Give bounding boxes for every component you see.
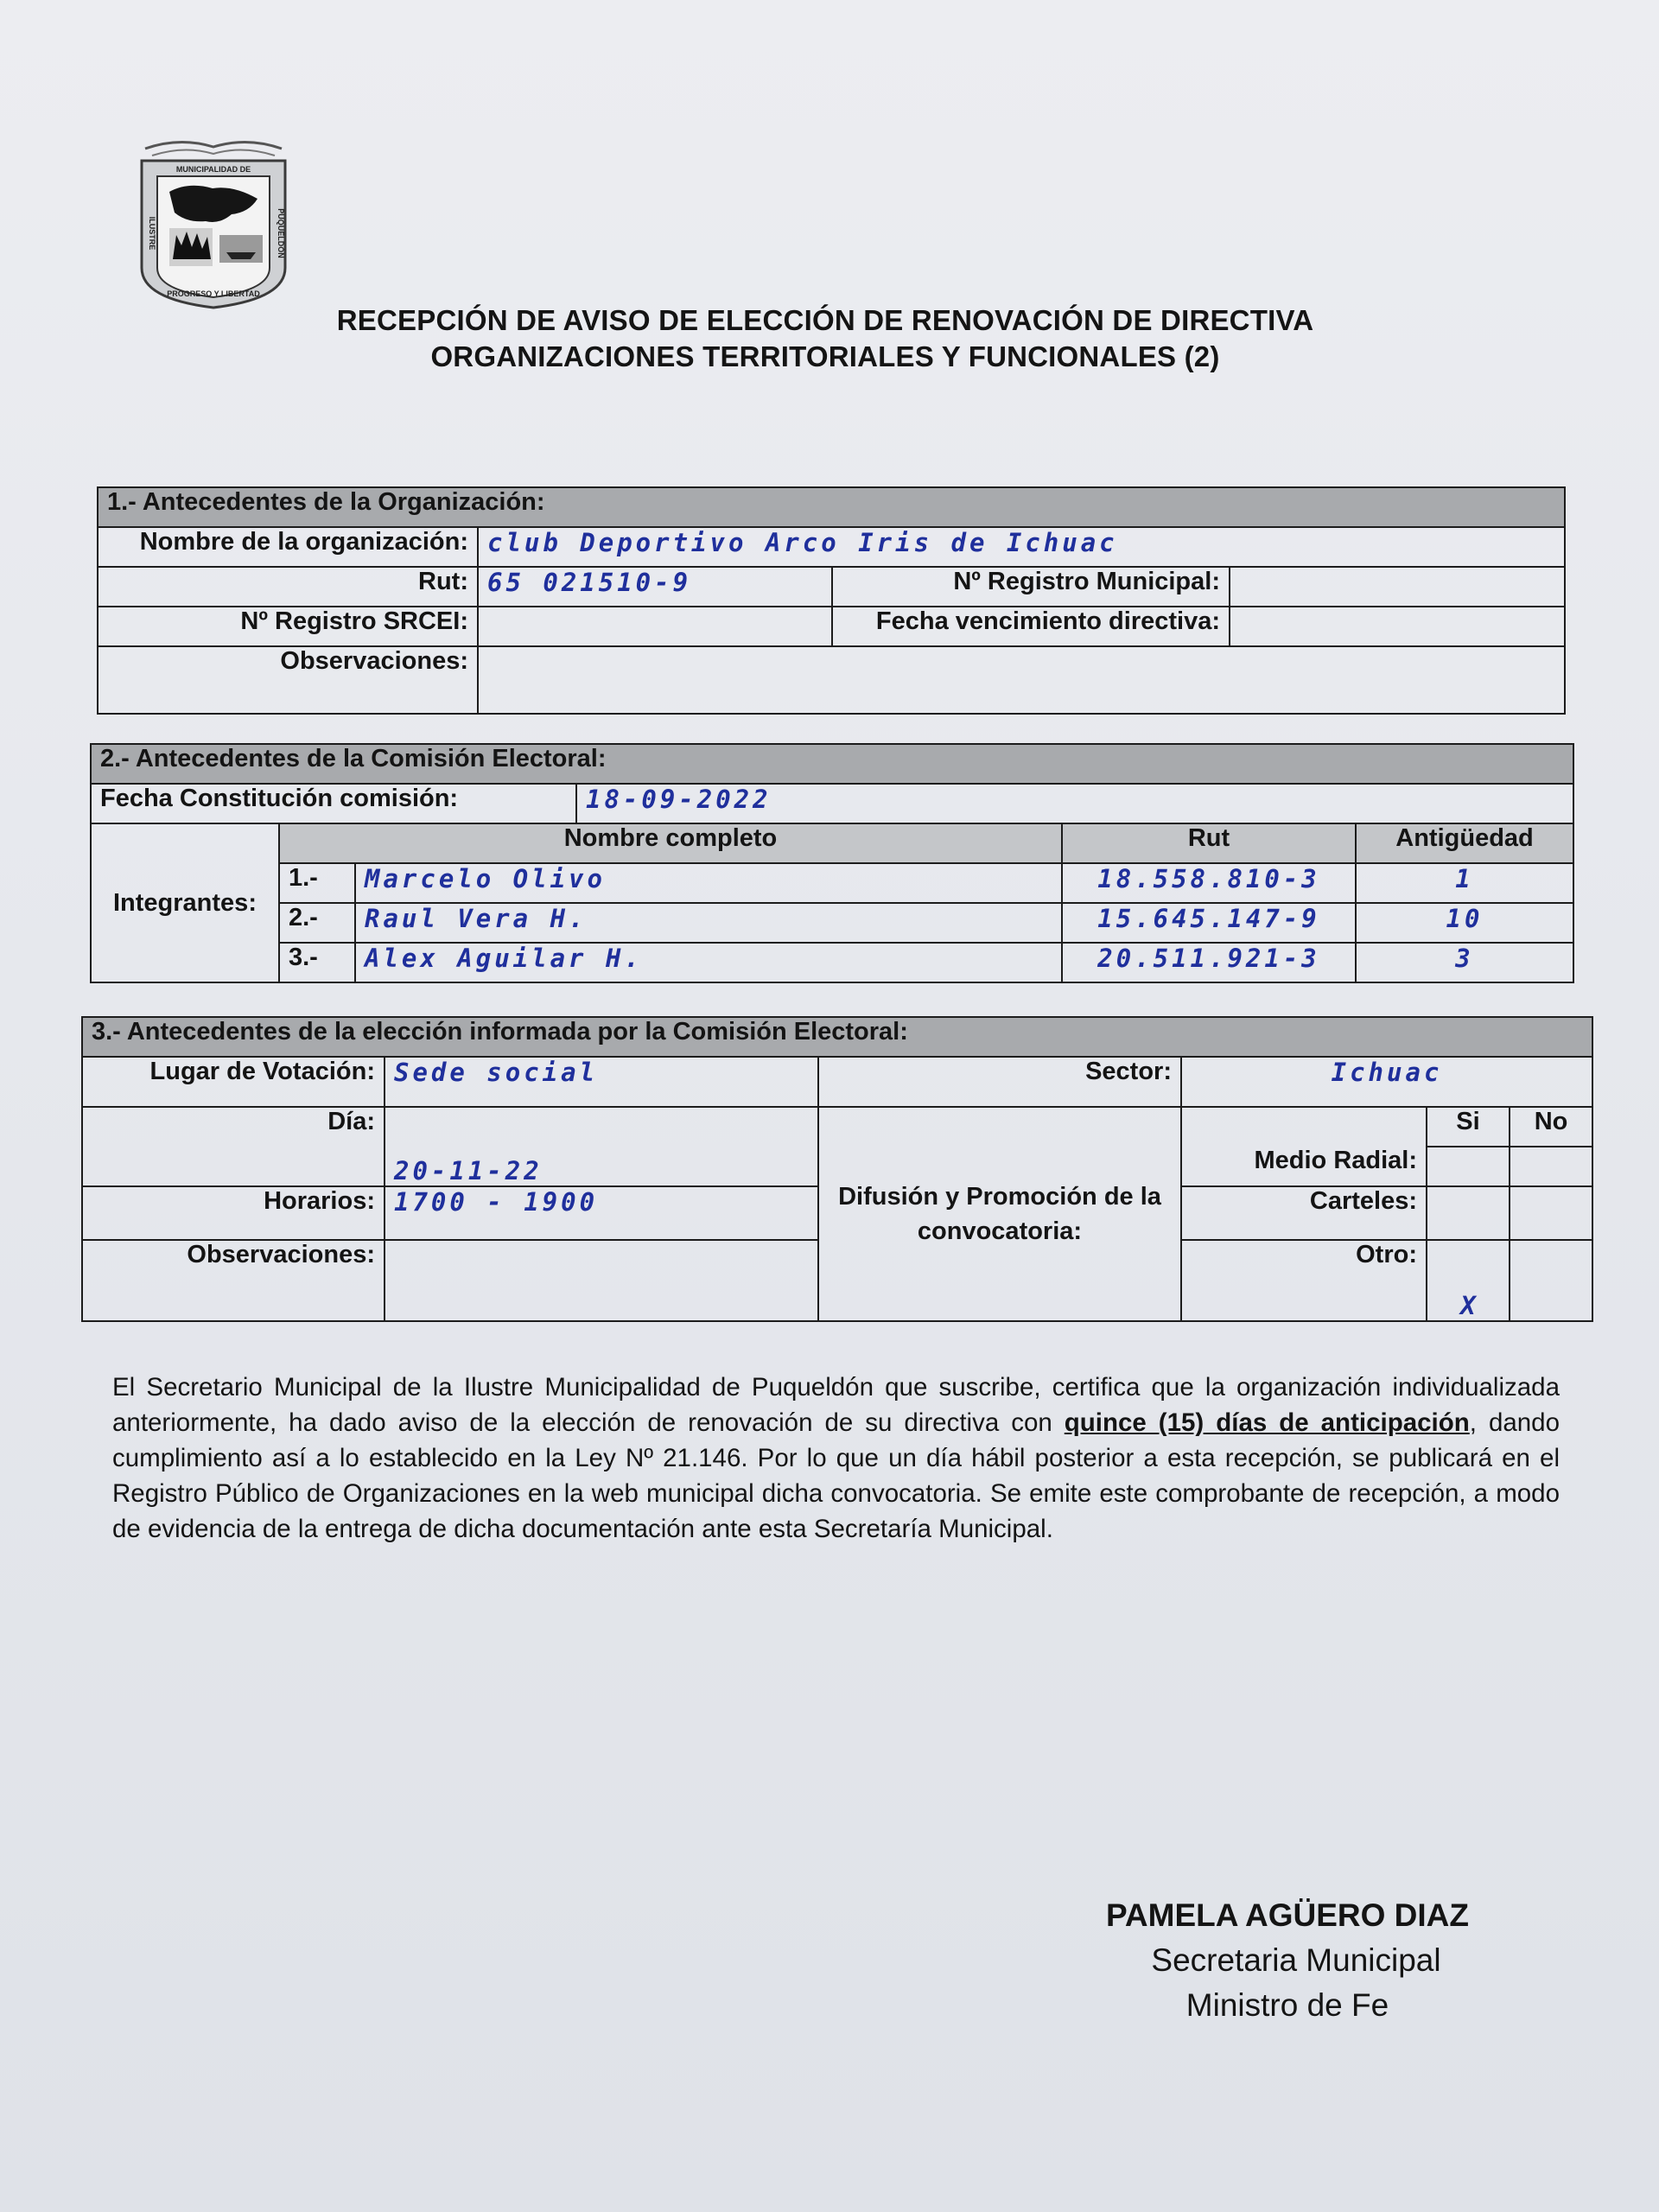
- otro-no-checkbox[interactable]: [1510, 1240, 1592, 1321]
- registro-srcei-label: Nº Registro SRCEI:: [98, 607, 478, 646]
- observaciones-eleccion-field[interactable]: [385, 1240, 818, 1321]
- carteles-label: Carteles:: [1181, 1186, 1427, 1240]
- medio-radial-label: Medio Radial:: [1181, 1147, 1427, 1186]
- svg-text:ILUSTRE: ILUSTRE: [148, 216, 156, 251]
- signatory-name: PAMELA AGÜERO DIAZ: [1105, 1897, 1469, 1933]
- observaciones-field[interactable]: [478, 646, 1565, 714]
- paragraph-text-start: El Secretario Municipal de la Ilustre Municipalidad de Puqueldón que suscribe, certifica que la organización individualizada anteriormente, ha dado aviso de la elección de renovación de su directiva con: [112, 1373, 1560, 1437]
- org-name-label: Nombre de la organización:: [98, 527, 478, 567]
- paragraph-text-end: , dando cumplimiento así a lo establecido en la Ley Nº 21.146. Por lo que un día hábil posterior a esta recepción, se publicará en el Registro Público de Organizaciones en la web municipal dicha convocatoria. Se emite este comprobante de recepción, a modo de evidencia de la entrega de dicha documentación ante esta Secretaría Municipal.: [112, 1408, 1560, 1543]
- registro-srcei-field[interactable]: [478, 607, 832, 646]
- document-title-line1: RECEPCIÓN DE AVISO DE ELECCIÓN DE RENOVACIÓN DE DIRECTIVA: [336, 304, 1314, 336]
- section3-header: 3.- Antecedentes de la elección informada por la Comisión Electoral:: [82, 1017, 1592, 1057]
- integrantes-label: Integrantes:: [91, 823, 279, 982]
- member-antiguedad-field[interactable]: 1: [1356, 863, 1573, 903]
- carteles-si-checkbox[interactable]: [1427, 1186, 1510, 1240]
- section1-header: 1.- Antecedentes de la Organización:: [98, 487, 1565, 527]
- vencimiento-label: Fecha vencimiento directiva:: [832, 607, 1230, 646]
- member-rut-field[interactable]: 15.645.147-9: [1062, 903, 1356, 943]
- column-nombre: Nombre completo: [279, 823, 1062, 863]
- column-rut: Rut: [1062, 823, 1356, 863]
- organization-section: [97, 486, 1566, 715]
- rut-field[interactable]: 65 021510-9: [478, 567, 832, 607]
- dia-field[interactable]: 20-11-22: [385, 1107, 818, 1186]
- sector-field[interactable]: Ichuac: [1181, 1057, 1592, 1107]
- lugar-votacion-field[interactable]: Sede social: [385, 1057, 818, 1107]
- sector-label: Sector:: [818, 1057, 1181, 1107]
- member-name-field[interactable]: Marcelo Olivo: [355, 863, 1062, 903]
- signatory-role: Secretaria Municipal: [1151, 1942, 1441, 1978]
- medio-radial-no-checkbox[interactable]: [1510, 1147, 1592, 1186]
- medio-radial-si-checkbox[interactable]: [1427, 1147, 1510, 1186]
- registro-municipal-field[interactable]: [1230, 567, 1565, 607]
- member-antiguedad-field[interactable]: 10: [1356, 903, 1573, 943]
- member-rut-field[interactable]: 20.511.921-3: [1062, 943, 1356, 982]
- certification-paragraph: [112, 1370, 1560, 1547]
- lugar-votacion-label: Lugar de Votación:: [82, 1057, 385, 1107]
- paragraph-emphasis: quince (15) días de anticipación: [1064, 1408, 1470, 1437]
- table-row: [91, 863, 1573, 903]
- member-rut-field[interactable]: 18.558.810-3: [1062, 863, 1356, 903]
- member-number: 1.-: [279, 863, 355, 903]
- svg-text:MUNICIPALIDAD DE: MUNICIPALIDAD DE: [175, 165, 251, 174]
- fecha-constitucion-field[interactable]: 18-09-2022: [576, 784, 1573, 823]
- member-antiguedad-field[interactable]: 3: [1356, 943, 1573, 982]
- column-no: No: [1510, 1107, 1592, 1147]
- rut-label: Rut:: [98, 567, 478, 607]
- signatory-role-secondary: Ministro de Fe: [1185, 1987, 1389, 2023]
- horarios-label: Horarios:: [82, 1186, 385, 1240]
- otro-label: Otro:: [1181, 1240, 1427, 1321]
- difusion-label: Difusión y Promoción de la convocatoria:: [818, 1107, 1181, 1321]
- table-row: [91, 903, 1573, 943]
- dia-label: Día:: [82, 1107, 385, 1186]
- member-name-field[interactable]: Alex Aguilar H.: [355, 943, 1062, 982]
- svg-text:PROGRESO Y LIBERTAD: PROGRESO Y LIBERTAD: [167, 289, 260, 298]
- column-antiguedad: Antigüedad: [1356, 823, 1573, 863]
- otro-si-checkbox[interactable]: X: [1427, 1240, 1510, 1321]
- observaciones-eleccion-label: Observaciones:: [82, 1240, 385, 1321]
- registro-municipal-label: Nº Registro Municipal:: [832, 567, 1230, 607]
- member-number: 3.-: [279, 943, 355, 982]
- column-si: Si: [1427, 1107, 1510, 1147]
- vencimiento-field[interactable]: [1230, 607, 1565, 646]
- observaciones-label: Observaciones:: [98, 646, 478, 714]
- fecha-constitucion-label: Fecha Constitución comisión:: [91, 784, 576, 823]
- section2-header: 2.- Antecedentes de la Comisión Electoral:: [91, 744, 1573, 784]
- member-number: 2.-: [279, 903, 355, 943]
- electoral-commission-section: [90, 743, 1574, 983]
- carteles-no-checkbox[interactable]: [1510, 1186, 1592, 1240]
- table-row: [91, 943, 1573, 982]
- municipal-crest-icon: [137, 138, 290, 311]
- election-details-section: [81, 1016, 1593, 1322]
- member-name-field[interactable]: Raul Vera H.: [355, 903, 1062, 943]
- horarios-field[interactable]: 1700 - 1900: [385, 1186, 818, 1240]
- org-name-field[interactable]: club Deportivo Arco Iris de Ichuac: [478, 527, 1565, 567]
- svg-text:PUQUELDÓN: PUQUELDÓN: [276, 208, 285, 258]
- document-title-line2: ORGANIZACIONES TERRITORIALES Y FUNCIONALES (2): [430, 340, 1220, 372]
